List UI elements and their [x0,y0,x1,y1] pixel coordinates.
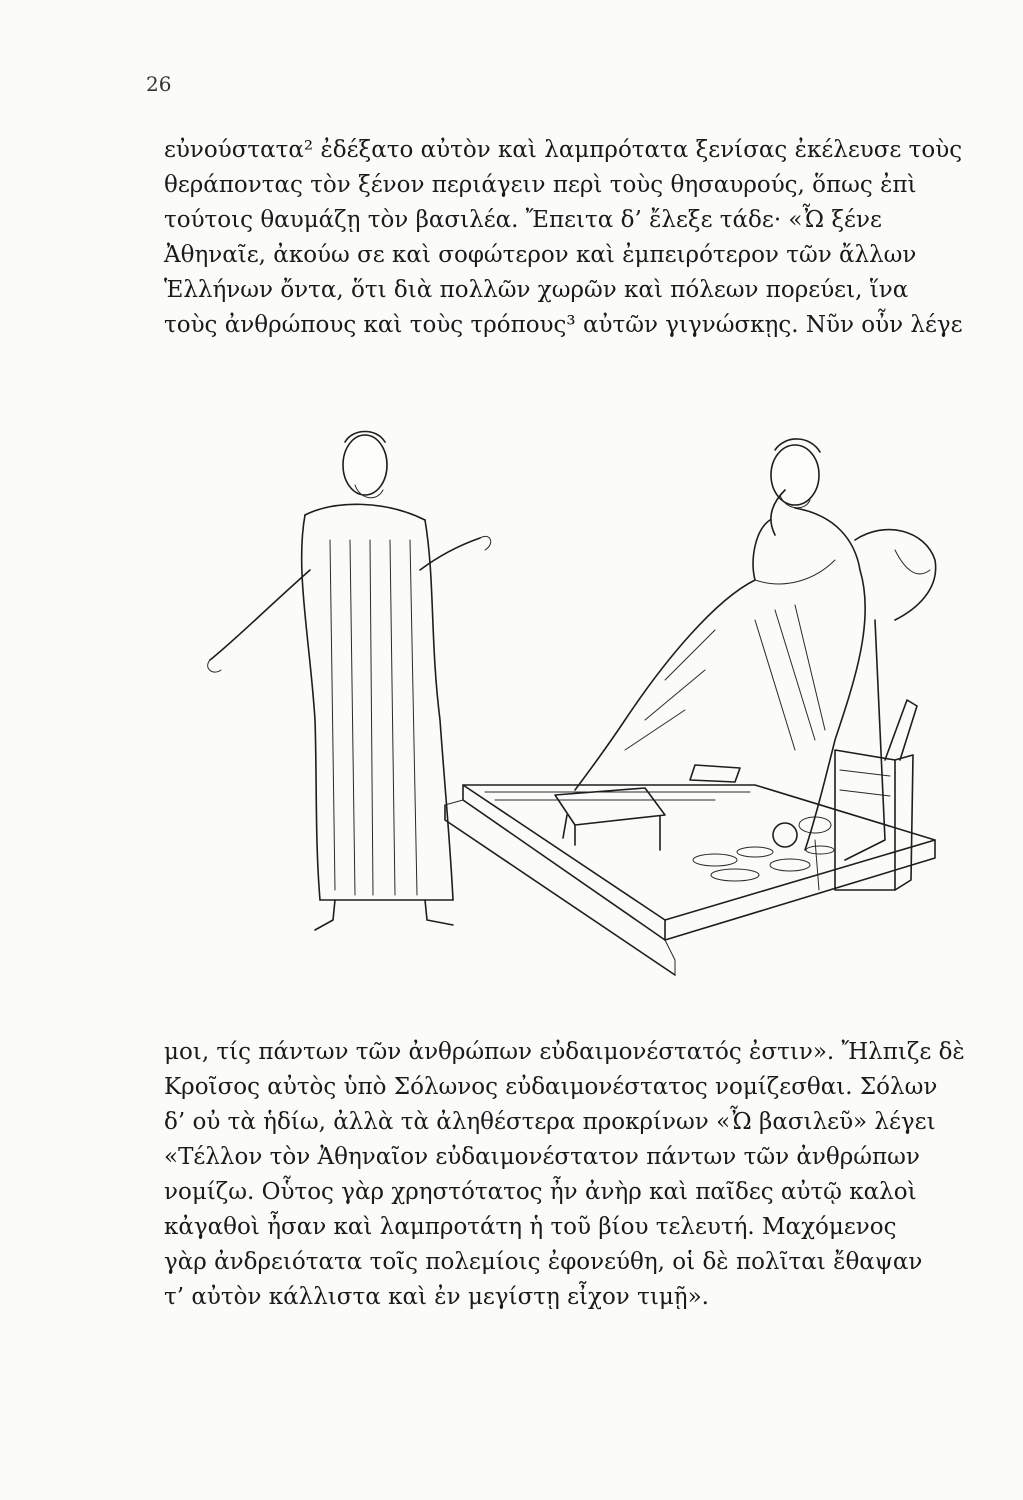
top-paragraph [164,133,963,343]
text-line: Κροῖσος αὐτὸς ὑπὸ Σόλωνος εὐδαιμονέστατος νομίζεσθαι. Σόλων [164,1074,938,1100]
bottom-paragraph [164,1035,965,1315]
text-line: τ’ αὐτὸν κάλλιστα καὶ ἐν μεγίστῃ εἶχον τιμῇ». [164,1284,709,1310]
text-line: Ἀθηναῖε, ἀκούω σε καὶ σοφώτερον καὶ ἐμπειρότερον τῶν ἄλλων [164,242,917,268]
page-number: 26 [146,72,172,96]
standing-figure-solon [208,432,491,931]
text-line: νομίζω. Οὗτος γὰρ χρηστότατος ἦν ἀνὴρ καὶ παῖδες αὐτῷ καλοὶ [164,1179,917,1205]
text-line: εὐνούστατα² ἐδέξατο αὐτὸν καὶ λαμπρότατα ξενίσας ἐκέλευσε τοὺς [164,137,963,163]
footstool [555,788,665,850]
text-line: κἀγαθοὶ ἦσαν καὶ λαμπροτάτη ἡ τοῦ βίου τελευτή. Μαχόμενος [164,1214,897,1240]
text-line: γὰρ ἀνδρειότατα τοῖς πολεμίοις ἐφονεύθη, οἱ δὲ πολῖται ἔθαψαν [164,1249,923,1275]
text-line: δ’ οὐ τὰ ἡδίω, ἀλλὰ τὰ ἀληθέστερα προκρίνων «Ὦ βασιλεῦ» λέγει [164,1109,936,1135]
text-line: τοὺς ἀνθρώπους καὶ τοὺς τρόπους³ αὐτῶν γιγνώσκῃς. Νῦν οὖν λέγε [164,312,963,338]
text-line: Ἑλλήνων ὄντα, ὅτι διὰ πολλῶν χωρῶν καὶ πόλεων πορεύει, ἵνα [164,277,909,303]
text-line: μοι, τίς πάντων τῶν ἀνθρώπων εὐδαιμονέστατός ἐστιν». Ἤλπιζε δὲ [164,1039,965,1065]
throne [845,530,936,860]
seated-figure-croesus [575,439,865,850]
text-line: θεράποντας τὸν ξένον περιάγειν περὶ τοὺς θησαυρούς, ὅπως ἐπὶ [164,172,917,198]
treasure-chest [835,700,917,890]
text-line: τούτοις θαυμάζῃ τὸν βασιλέα. Ἔπειτα δ’ ἔλεξε τάδε· «Ὦ ξένε [164,207,882,233]
platform [445,785,935,975]
illustration-solon-and-croesus [195,420,955,990]
illustration-drawing [195,420,955,990]
text-line: «Τέλλον τὸν Ἀθηναῖον εὐδαιμονέστατον πάντων τῶν ἀνθρώπων [164,1144,920,1170]
coins [693,817,834,890]
